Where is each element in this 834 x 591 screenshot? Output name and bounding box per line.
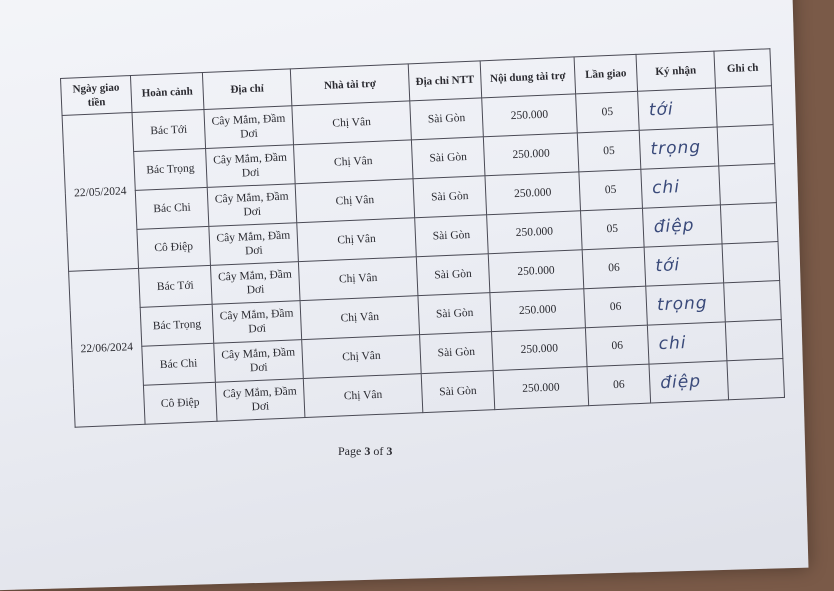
address-cell: Cây Mắm, Đầm Dơi — [206, 145, 296, 188]
signature-cell: trọng — [646, 283, 726, 325]
amount-cell: 250.000 — [483, 133, 579, 176]
recipient-cell: Bác Tới — [139, 265, 213, 307]
sponsor-cell: Chị Vân — [292, 101, 412, 145]
amount-cell: 250.000 — [493, 367, 589, 410]
recipient-cell: Cô Điệp — [143, 382, 217, 424]
sponsor-cell: Chị Vân — [300, 296, 420, 340]
delivery-count-cell: 06 — [584, 286, 648, 328]
sponsor-address-cell: Sài Gòn — [418, 293, 492, 335]
sponsor-address-cell: Sài Gòn — [410, 98, 484, 140]
amount-cell: 250.000 — [490, 289, 586, 332]
sponsor-cell: Chị Vân — [298, 257, 418, 301]
notes-cell — [727, 358, 785, 399]
header-circumstance: Hoàn cảnh — [130, 73, 203, 113]
signature-cell: tới — [644, 244, 724, 286]
signature-cell: điệp — [642, 205, 722, 247]
footer-middle: of — [370, 444, 387, 458]
delivery-count-cell: 06 — [587, 364, 651, 406]
footer-prefix: Page — [338, 444, 365, 458]
sponsor-cell: Chị Vân — [294, 140, 414, 184]
sponsor-address-cell: Sài Gòn — [421, 371, 495, 413]
address-cell: Cây Mắm, Đầm Dơi — [207, 184, 297, 227]
recipient-cell: Bác Trọng — [140, 304, 214, 346]
address-cell: Cây Mắm, Đầm Dơi — [204, 106, 294, 149]
sponsor-cell: Chị Vân — [302, 335, 422, 379]
notes-cell — [725, 320, 783, 361]
delivery-count-cell: 06 — [585, 325, 649, 367]
header-sponsor: Nhà tài trợ — [290, 64, 409, 106]
sponsor-address-cell: Sài Gòn — [420, 332, 494, 374]
delivery-count-cell: 05 — [581, 208, 645, 250]
recipient-cell: Bác Chi — [142, 343, 216, 385]
sponsor-cell: Chị Vân — [295, 179, 415, 223]
recipient-cell: Cô Điệp — [137, 226, 211, 268]
recipient-cell: Bác Tới — [132, 109, 206, 151]
address-cell: Cây Mắm, Đầm Dơi — [212, 301, 302, 344]
delivery-count-cell: 05 — [576, 91, 640, 133]
signature-cell: điệp — [649, 361, 729, 403]
signature-cell: trọng — [639, 127, 719, 169]
amount-cell: 250.000 — [492, 328, 588, 371]
signature-cell: chi — [641, 166, 721, 208]
recipient-cell: Bác Chi — [135, 187, 209, 229]
page-footer — [338, 444, 392, 459]
header-sponsor-address: Địa chỉ NTT — [408, 61, 481, 101]
notes-cell — [724, 281, 782, 322]
sponsor-address-cell: Sài Gòn — [413, 176, 487, 218]
address-cell: Cây Mắm, Đầm Dơi — [210, 262, 300, 305]
address-cell: Cây Mắm, Đầm Dơi — [209, 223, 299, 266]
sponsor-cell: Chị Vân — [297, 218, 417, 262]
amount-cell: 250.000 — [488, 250, 584, 293]
delivery-date-cell: 22/06/2024 — [69, 268, 145, 427]
signature-cell: chi — [647, 322, 727, 364]
sponsor-address-cell: Sài Gòn — [415, 215, 489, 257]
sponsor-address-cell: Sài Gòn — [416, 254, 490, 296]
delivery-count-cell: 05 — [579, 169, 643, 211]
notes-cell — [720, 203, 778, 244]
amount-cell: 250.000 — [485, 172, 581, 215]
amount-cell: 250.000 — [487, 211, 583, 254]
header-date: Ngày giao tiền — [61, 76, 132, 116]
document-page — [60, 46, 834, 428]
header-address: Địa chỉ — [202, 69, 291, 110]
delivery-count-cell: 06 — [582, 247, 646, 289]
header-signature: Ký nhận — [636, 51, 715, 91]
footer-page-total: 3 — [386, 444, 393, 458]
signature-cell: tới — [638, 88, 718, 130]
footer-page-number: 3 — [364, 444, 371, 458]
notes-cell — [722, 242, 780, 283]
recipient-cell: Bác Trọng — [134, 148, 208, 190]
address-cell: Cây Mắm, Đầm Dơi — [214, 340, 304, 383]
sponsor-cell: Chị Vân — [303, 374, 423, 418]
notes-cell — [717, 125, 775, 166]
header-delivery-count: Lần giao — [574, 54, 637, 94]
address-cell: Cây Mắm, Đầm Dơi — [215, 379, 305, 422]
sponsor-address-cell: Sài Gòn — [411, 137, 485, 179]
notes-cell — [719, 164, 777, 205]
notes-cell — [715, 86, 773, 127]
header-sponsorship-content: Nội dung tài trợ — [480, 57, 575, 98]
delivery-date-cell: 22/05/2024 — [62, 113, 138, 272]
amount-cell: 250.000 — [482, 94, 578, 137]
header-notes: Ghi ch — [714, 49, 772, 88]
delivery-count-cell: 05 — [577, 130, 641, 172]
delivery-register-table — [60, 48, 785, 427]
